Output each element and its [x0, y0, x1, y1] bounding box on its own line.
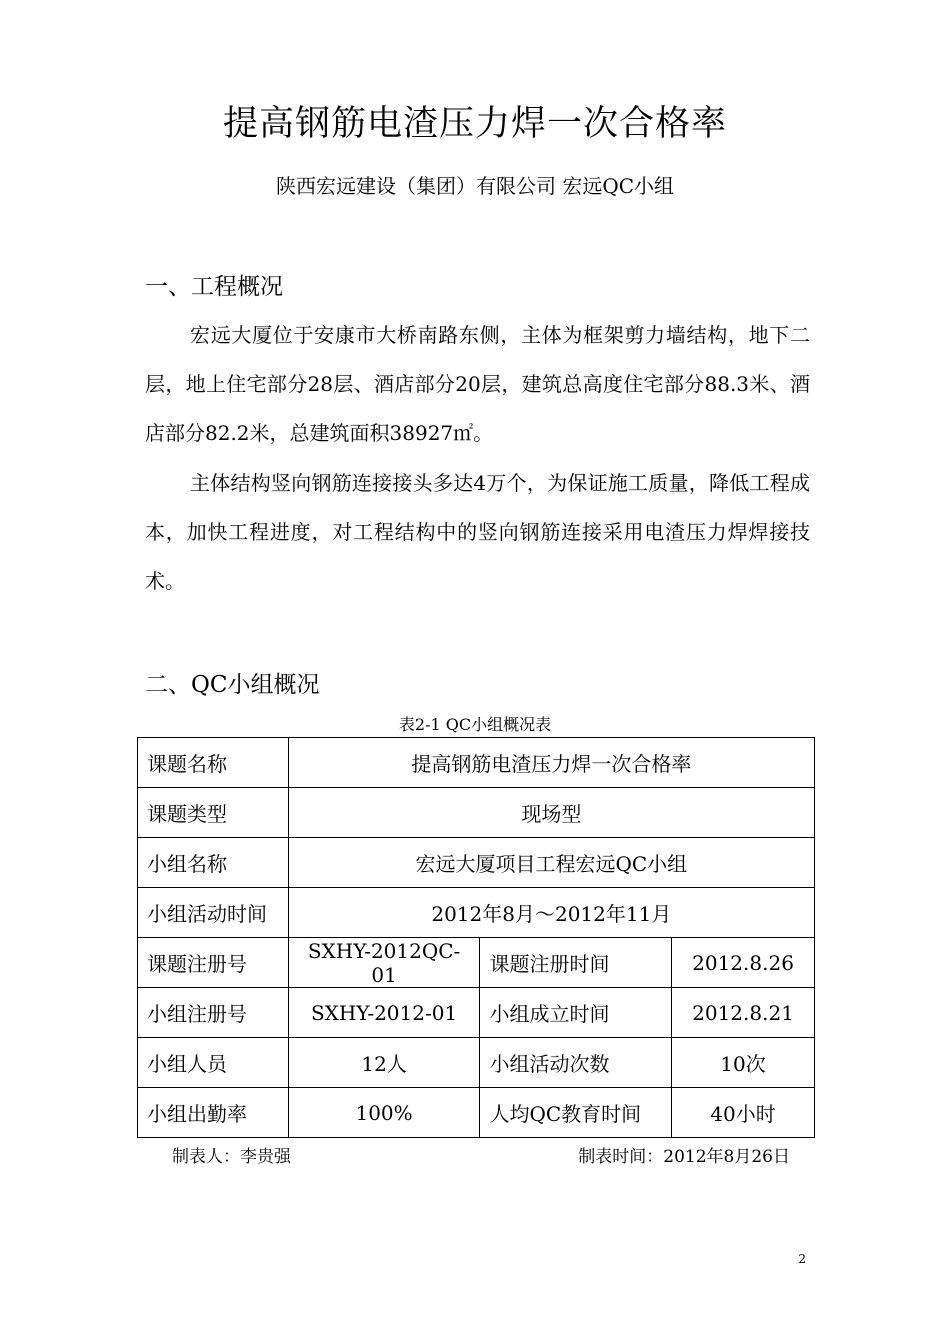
row-value: 2012年8月～2012年11月	[288, 888, 814, 938]
table-row	[138, 888, 815, 938]
table-row	[138, 988, 815, 1038]
row-value: SXHY-2012QC-01	[288, 938, 480, 988]
row-value: 100%	[288, 1088, 480, 1138]
row-label: 小组注册号	[138, 988, 289, 1038]
table-caption: 表2-1 QC小组概况表	[398, 715, 552, 734]
section-heading-qc-group: 二、QC小组概况	[145, 672, 320, 698]
table-row	[138, 1088, 815, 1138]
page-number: 2	[798, 1252, 806, 1266]
row-label: 小组活动时间	[138, 888, 289, 938]
paragraph-project-intro: 宏远大厦位于安康市大桥南路东侧，主体为框架剪力墙结构，地下二层，地上住宅部分28层、酒店部分20层，建筑总高度住宅部分88.3米、酒店部分82.2米，总建筑面积38927㎡。	[145, 323, 810, 445]
row-label: 小组成立时间	[480, 988, 672, 1038]
row-value: 现场型	[288, 788, 814, 838]
row-label: 课题名称	[138, 738, 289, 788]
table-row	[138, 938, 815, 988]
row-label: 小组名称	[138, 838, 289, 888]
row-value: 10次	[672, 1038, 815, 1088]
row-value: 40小时	[672, 1088, 815, 1138]
document-title: 提高钢筋电渣压力焊一次合格率	[222, 104, 727, 144]
row-value: 2012.8.21	[672, 988, 815, 1038]
qc-overview-table	[137, 737, 815, 1138]
row-label: 小组活动次数	[480, 1038, 672, 1088]
row-value: 2012.8.26	[672, 938, 815, 988]
row-value: SXHY-2012-01	[288, 988, 480, 1038]
section-heading-overview: 一、工程概况	[145, 274, 283, 300]
table-author: 制表人：李贵强	[172, 1147, 291, 1167]
row-label: 小组人员	[138, 1038, 289, 1088]
row-label: 小组出勤率	[138, 1088, 289, 1138]
document-subtitle: 陕西宏远建设（集团）有限公司 宏远QC小组	[275, 174, 675, 198]
table-row	[138, 788, 815, 838]
row-value: 宏远大厦项目工程宏远QC小组	[288, 838, 814, 888]
row-label: 课题类型	[138, 788, 289, 838]
paragraph-welding-tech: 主体结构竖向钢筋连接接头多达4万个，为保证施工质量，降低工程成本，加快工程进度，对工程结构中的竖向钢筋连接采用电渣压力焊焊接技术。	[145, 471, 810, 593]
row-label: 课题注册时间	[480, 938, 672, 988]
table-date: 制表时间：2012年8月26日	[578, 1147, 790, 1167]
table-row	[138, 738, 815, 788]
row-value: 12人	[288, 1038, 480, 1088]
table-row	[138, 838, 815, 888]
row-label: 课题注册号	[138, 938, 289, 988]
table-row	[138, 1038, 815, 1088]
row-value: 提高钢筋电渣压力焊一次合格率	[288, 738, 814, 788]
row-label: 人均QC教育时间	[480, 1088, 672, 1138]
